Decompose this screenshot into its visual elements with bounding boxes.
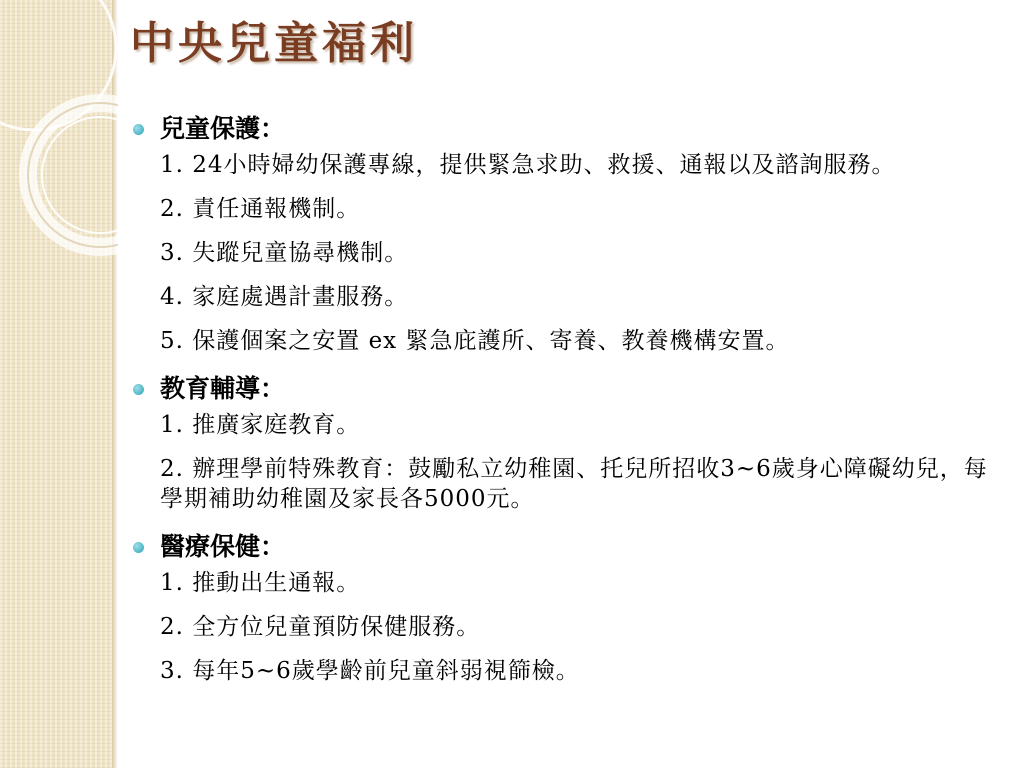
slide-title: 中央兒童福利 (130, 18, 418, 69)
section-health-care (130, 528, 1010, 686)
list-item: 2. 全方位兒童預防保健服務。 (160, 614, 481, 640)
section-heading (130, 370, 1010, 408)
list-item: 2. 責任通報機制。 (160, 196, 361, 222)
section-items (130, 150, 1010, 356)
list-item: 4. 家庭處遇計畫服務。 (160, 284, 409, 310)
section-items (130, 410, 1010, 514)
section-heading-text: 兒童保護： (160, 114, 286, 143)
list-item: 2. 辦理學前特殊教育：鼓勵私立幼稚園、托兒所招收3~6歲身心障礙幼兒，每學期補助幼稚園及家長各5000元。 (160, 456, 988, 512)
list-item: 1. 推廣家庭教育。 (160, 412, 361, 438)
bullet-dot-icon (133, 124, 144, 135)
section-items (130, 568, 1010, 686)
section-heading (130, 528, 1010, 566)
section-child-protection (130, 110, 1010, 356)
section-heading-text: 教育輔導： (160, 374, 286, 403)
list-item: 3. 失蹤兒童協尋機制。 (160, 240, 409, 266)
list-item: 5. 保護個案之安置 ex 緊急庇護所、寄養、教養機構安置。 (160, 328, 790, 354)
section-education-guidance (130, 370, 1010, 514)
section-heading (130, 110, 1010, 148)
bullet-dot-icon (133, 384, 144, 395)
bullet-dot-icon (133, 542, 144, 553)
section-heading-text: 醫療保健： (160, 532, 286, 561)
list-item: 1. 24小時婦幼保護專線，提供緊急求助、救援、通報以及諮詢服務。 (160, 152, 896, 178)
list-item: 3. 每年5~6歲學齡前兒童斜弱視篩檢。 (160, 658, 580, 684)
list-item: 1. 推動出生通報。 (160, 570, 361, 596)
decorative-rings-graphic (0, 0, 118, 260)
slide-content (130, 110, 1010, 700)
